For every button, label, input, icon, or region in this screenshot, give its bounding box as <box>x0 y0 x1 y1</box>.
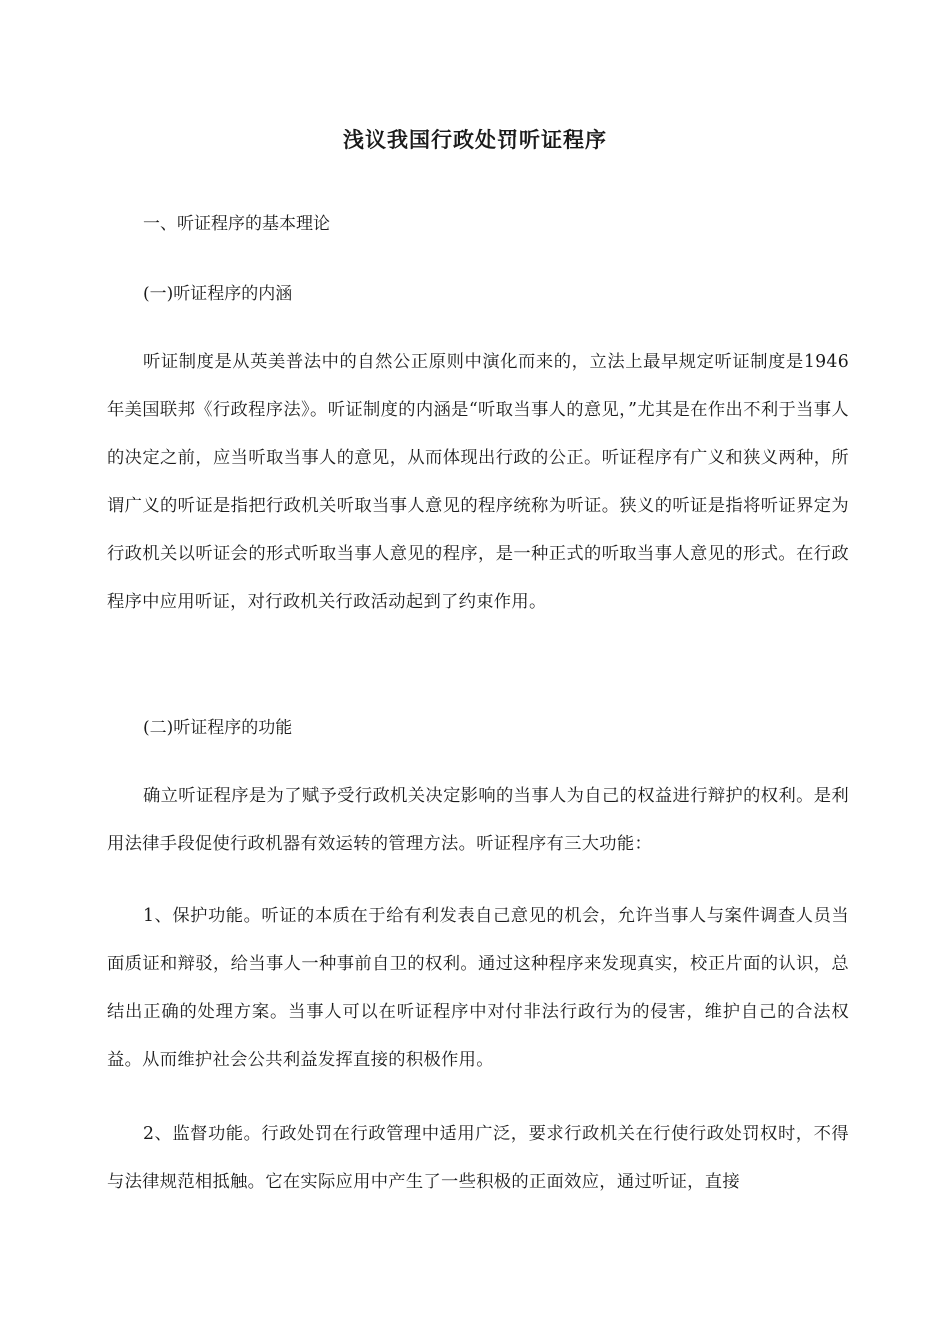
paragraph: 听证制度是从英美普法中的自然公正原则中演化而来的，立法上最早规定听证制度是1946年美国联邦《行政程序法》。听证制度的内涵是“听取当事人的意见，”尤其是在作出不利于当事人的决定之前，应当听取当事人的意见，从而体现出行政的公正。听证程序有广义和狭义两种，所谓广义的听证是指把行政机关听取当事人意见的程序统称为听证。狭义的听证是指将听证界定为行政机关以听证会的形式听取当事人意见的程序，是一种正式的听取当事人意见的形式。在行政程序中应用听证，对行政机关行政活动起到了约束作用。 <box>107 352 849 612</box>
paragraph: 确立听证程序是为了赋予受行政机关决定影响的当事人为自己的权益进行辩护的权利。是利用法律手段促使行政机器有效运转的管理方法。听证程序有三大功能： <box>107 786 849 854</box>
subsection-heading: (二)听证程序的功能 <box>143 718 293 738</box>
subsection-heading: (一)听证程序的内涵 <box>143 284 293 304</box>
paragraph: 1、保护功能。听证的本质在于给有利发表自己意见的机会，允许当事人与案件调查人员当面质证和辩驳，给当事人一种事前自卫的权利。通过这种程序来发现真实，校正片面的认识，总结出正确的处理方案。当事人可以在听证程序中对付非法行政行为的侵害，维护自己的合法权益。从而维护社会公共利益发挥直接的积极作用。 <box>107 906 849 1070</box>
document-title: 浅议我国行政处罚听证程序 <box>343 127 607 152</box>
paragraph: 2、监督功能。行政处罚在行政管理中适用广泛，要求行政机关在行使行政处罚权时，不得与法律规范相抵触。它在实际应用中产生了一些积极的正面效应，通过听证，直接 <box>107 1124 849 1192</box>
section-heading: 一、听证程序的基本理论 <box>143 214 330 234</box>
